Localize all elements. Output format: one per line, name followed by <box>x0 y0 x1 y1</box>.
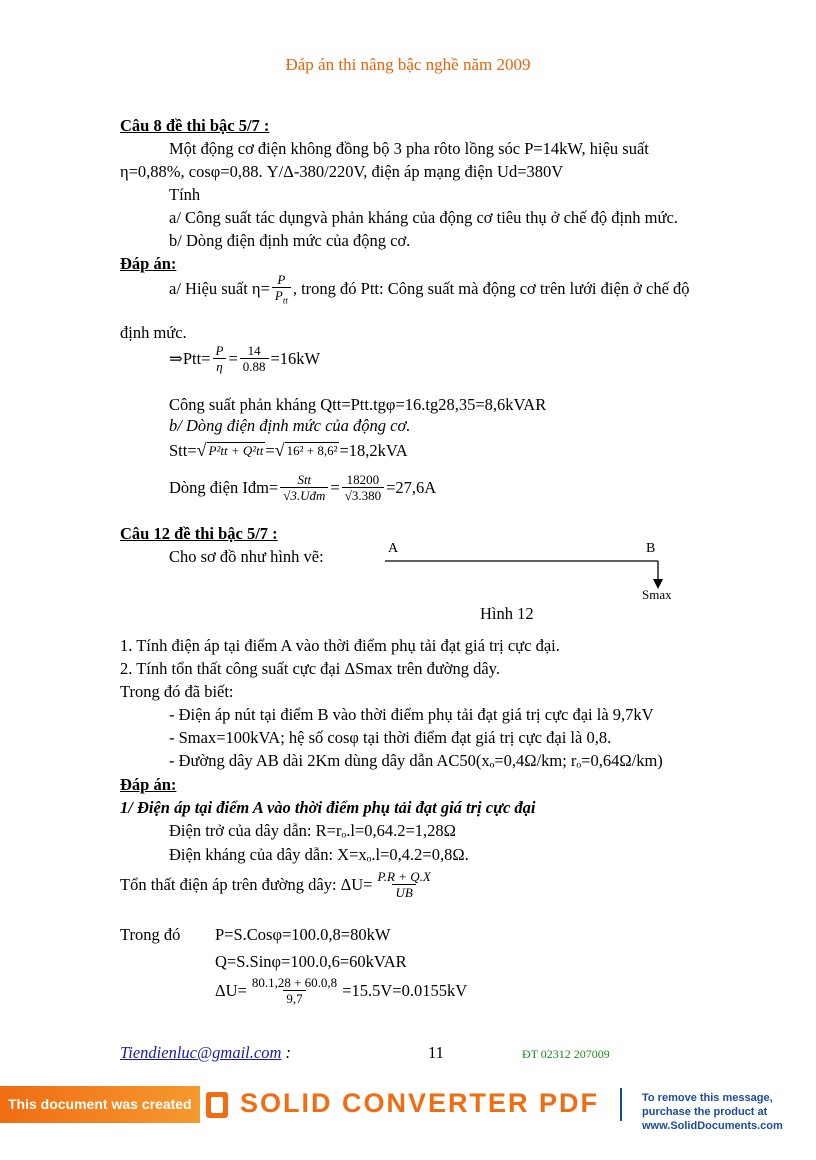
circuit-diagram <box>380 535 690 607</box>
idm-f2-den: √3.380 <box>342 487 384 503</box>
q12-du-calc <box>215 976 467 1005</box>
q8-qtt-line: Công suất phản kháng Qtt=Ptt.tgφ=16.tg28,35=8,6kVAR <box>169 395 547 414</box>
q12-title: Câu 12 đề thi bậc 5/7 : <box>120 524 278 543</box>
ptt-fraction-2 <box>240 344 269 373</box>
sqrt-symbol-2: √ <box>274 440 285 460</box>
banner-brand: SOLID CONVERTER PDF <box>240 1088 600 1118</box>
idm-f1-num: Stt <box>297 472 312 487</box>
q12-given-1: - Điện áp nút tại điểm B vào thời điểm phụ tải đạt giá trị cực đại là 9,7kV <box>169 705 654 724</box>
figure-caption: Hình 12 <box>480 604 534 623</box>
q12-given-label: Trong đó đã biết: <box>120 682 234 701</box>
q8-efficiency-formula <box>169 273 690 306</box>
efficiency-prefix: a/ Hiệu suất η= <box>169 279 270 299</box>
stt-radicand-1: P²tt + Q²tt <box>208 443 264 458</box>
q12-section-1-title: 1/ Điện áp tại điểm A vào thời điểm phụ tải đạt giá trị cực đại <box>120 798 536 817</box>
q8-answer-label: Đáp án: <box>120 254 177 273</box>
idm-f1-den: √3.Uđm <box>280 487 328 503</box>
du2-den: 9,7 <box>283 990 305 1006</box>
du2-num: 80.1,28 + 60.0,8 <box>251 975 338 990</box>
idm-prefix: Dòng điện Iđm= <box>169 477 279 497</box>
idm-fraction-2 <box>342 473 384 502</box>
footer-phone: ĐT 02312 207009 <box>522 1047 610 1061</box>
footer-contact <box>120 1043 291 1063</box>
q8-ptt-formula <box>169 344 320 373</box>
du-prefix: Tổn thất điện áp trên đường dây: ΔU= <box>120 874 373 894</box>
q8-answer-cont: định mức. <box>120 323 187 342</box>
ptt-f1-den: η <box>213 358 225 374</box>
du2-fraction <box>249 976 340 1005</box>
du-num: P.R + Q.X <box>377 869 431 884</box>
du2-prefix: ΔU= <box>215 980 247 1000</box>
q12-p-line: P=S.Cosφ=100.0,8=80kW <box>215 925 391 944</box>
q12-answer-label: Đáp án: <box>120 775 177 794</box>
q12-item-1: 1. Tính điện áp tại điểm A vào thời điểm phụ tải đạt giá trị cực đại. <box>120 636 560 655</box>
q8-title: Câu 8 đề thi bậc 5/7 : <box>120 116 270 135</box>
idm-f2-num: 18200 <box>346 472 380 487</box>
idm-fraction-1 <box>280 473 328 502</box>
ptt-f1-num: P <box>215 343 224 358</box>
ptt-prefix: ⇒Ptt= <box>169 348 211 368</box>
q12-given-3: - Đường dây AB dài 2Km dùng dây dẫn AC50(xₒ=0,4Ω/km; rₒ=0,64Ω/km) <box>169 751 663 770</box>
ptt-eq: = <box>228 348 238 368</box>
du-den: UB <box>392 884 415 900</box>
ptt-f2-num: 14 <box>247 343 261 358</box>
banner-purchase-link[interactable]: To remove this message, purchase the product at www.SolidDocuments.com <box>620 1088 816 1121</box>
q8-text-line5: b/ Dòng điện định mức của động cơ. <box>169 231 411 250</box>
node-a-label: A <box>388 541 399 556</box>
q8-text-line1: Một động cơ điện không đồng bộ 3 pha rôto lồng sóc P=14kW, hiệu suất <box>169 139 649 158</box>
efficiency-frac-den: P <box>274 287 283 303</box>
q8-b-title: b/ Dòng điện định mức của động cơ. <box>169 416 411 435</box>
ptt-f2-den: 0.88 <box>240 358 269 374</box>
q12-q-line: Q=S.Sinφ=100.0,6=60kVAR <box>215 952 407 971</box>
ptt-fraction-1 <box>212 344 226 373</box>
q12-voltage-loss-formula <box>120 870 436 899</box>
q12-where-label: Trong đó <box>120 925 181 944</box>
efficiency-frac-den-sub: tt <box>282 295 288 306</box>
q12-reactance-line: Điện kháng của dây dẫn: X=xₒ.l=0,4.2=0,8Ω. <box>169 845 469 864</box>
load-label: Smax <box>642 587 672 602</box>
solid-logo-icon <box>204 1090 234 1120</box>
q12-intro: Cho sơ đồ như hình vẽ: <box>169 547 324 566</box>
stt-result: =18,2kVA <box>339 440 408 460</box>
idm-eq: = <box>330 477 340 497</box>
stt-prefix: Stt= <box>169 440 197 460</box>
idm-result: =27,6A <box>386 477 437 497</box>
du-fraction <box>375 870 434 899</box>
q8-stt-formula <box>169 440 408 461</box>
q8-text-line3: Tính <box>169 185 201 204</box>
q12-given-2: - Smax=100kVA; hệ số cosφ tại thời điểm đạt giá trị cực đại là 0,8. <box>169 728 612 747</box>
q12-item-2: 2. Tính tổn thất công suất cực đại ΔSmax trên đường dây. <box>120 659 500 678</box>
footer-email-link[interactable]: Tiendienluc@gmail.com <box>120 1043 282 1062</box>
q8-text-line4: a/ Công suất tác dụngvà phản kháng của động cơ tiêu thụ ở chế độ định mức. <box>169 208 678 227</box>
du2-result: =15.5V=0.0155kV <box>342 980 468 1000</box>
efficiency-suffix: , trong đó Ptt: Công suất mà động cơ trên lưới điện ở chế độ <box>292 279 690 299</box>
stt-radicand-2: 16² + 8,6² <box>286 443 338 458</box>
q12-resistance-line: Điện trở của dây dẫn: R=rₒ.l=0,64.2=1,28Ω <box>169 821 456 840</box>
banner-left-text: This document was created using <box>0 1086 200 1123</box>
q8-idm-formula <box>169 473 436 502</box>
node-b-label: B <box>646 541 656 556</box>
converter-banner <box>0 1086 816 1149</box>
efficiency-fraction <box>272 273 291 306</box>
efficiency-frac-num: P <box>277 272 286 287</box>
sqrt-symbol-1: √ <box>196 440 207 460</box>
stt-eq: = <box>265 440 275 460</box>
page-header: Đáp án thi nâng bậc nghề năm 2009 <box>285 55 531 74</box>
page-number: 11 <box>428 1043 444 1062</box>
q8-text-line2: η=0,88%, cosφ=0,88. Y/Δ-380/220V, điện áp mạng điện Ud=380V <box>120 162 564 181</box>
footer-separator: : <box>285 1043 291 1062</box>
ptt-result: =16kW <box>270 348 321 368</box>
